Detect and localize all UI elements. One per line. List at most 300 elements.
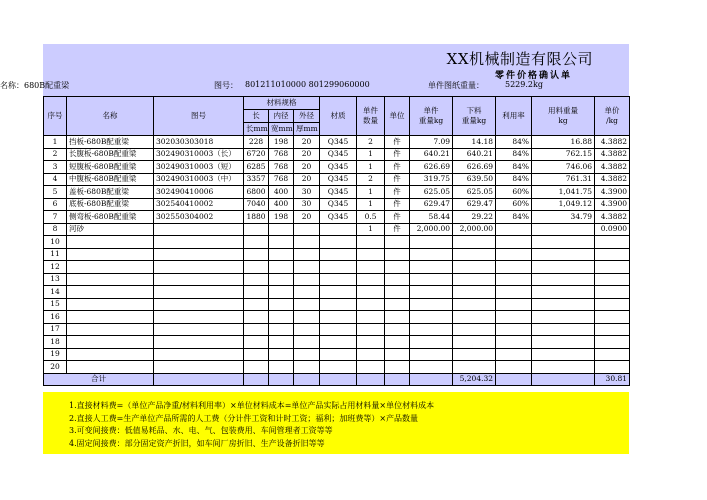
cell-drawing — [154, 286, 244, 299]
col-spec-len-unit: 长mm — [244, 123, 269, 136]
cell-price — [595, 273, 630, 286]
cell-outer: 20 — [294, 173, 320, 186]
cell-price — [595, 261, 630, 274]
note-line: 2.直接人工费=生产单位产品所需的人工费（分计件工资和计时工资；福利；加班费等）×产品数量 — [69, 413, 419, 423]
cell-material — [320, 323, 357, 336]
cell-price: 0.0900 — [595, 223, 630, 236]
cell-inner — [269, 273, 294, 286]
cell-unit — [385, 261, 410, 274]
cell-drawing: 302030303018 — [154, 136, 244, 149]
cell-unit — [385, 236, 410, 249]
cell-qty — [357, 236, 385, 249]
cell-outer: 30 — [294, 198, 320, 211]
cell-price: 4.3882 — [595, 161, 630, 174]
cell-qty: 2 — [357, 173, 385, 186]
cell-drawing — [154, 248, 244, 261]
cell-usage: 746.06 — [532, 161, 595, 174]
weight-value: 5229.2kg — [505, 80, 543, 89]
col-qty: 单件 数量 — [357, 97, 385, 136]
cell-len: 228 — [244, 136, 269, 149]
cell-price — [595, 236, 630, 249]
cell-qty — [357, 286, 385, 299]
cell-inner — [269, 323, 294, 336]
col-seq: 序号 — [44, 97, 67, 136]
cell-blank-weight — [453, 336, 496, 349]
cell-inner — [269, 236, 294, 249]
cell-price — [595, 311, 630, 324]
cell-qty: 1 — [357, 161, 385, 174]
cell-blank-weight: 629.47 — [453, 198, 496, 211]
cell-unit-weight — [410, 273, 453, 286]
cell-outer — [294, 286, 320, 299]
cell-qty — [357, 348, 385, 361]
cell-price: 4.3900 — [595, 198, 630, 211]
col-unit-weight: 单件 重量kg — [410, 97, 453, 136]
cell-material: Q345 — [320, 161, 357, 174]
cell-qty — [357, 311, 385, 324]
cell-name: 底板-680B配重梁 — [67, 198, 154, 211]
cell-usage — [532, 361, 595, 374]
cell-seq: 1 — [44, 136, 67, 149]
company-name: XX机械制造有限公司 — [446, 50, 593, 68]
cell-name — [67, 298, 154, 311]
cell-name — [67, 336, 154, 349]
cell-unit-weight — [410, 298, 453, 311]
col-price: 单价 /kg — [595, 97, 630, 136]
cell-qty: 1 — [357, 223, 385, 236]
cell-len: 6800 — [244, 186, 269, 199]
col-blank-weight: 下料 重量kg — [453, 97, 496, 136]
cell-blank-weight: 625.05 — [453, 186, 496, 199]
cell-name — [67, 248, 154, 261]
cell-material — [320, 273, 357, 286]
cell-name — [67, 323, 154, 336]
cell-len — [244, 248, 269, 261]
cell-inner — [269, 298, 294, 311]
cell-name: 挡板-680B配重梁 — [67, 136, 154, 149]
cell-blank-weight — [453, 298, 496, 311]
cell-name — [67, 348, 154, 361]
cell-inner — [269, 336, 294, 349]
cell-usage — [532, 261, 595, 274]
cell-name: 侧弯板-680B配重梁 — [67, 211, 154, 224]
cell-usage — [532, 236, 595, 249]
cell-seq: 5 — [44, 186, 67, 199]
cell-price: 4.3882 — [595, 136, 630, 149]
cell-unit-weight: 2,000.00 — [410, 223, 453, 236]
cell-qty — [357, 298, 385, 311]
cell-usage — [532, 273, 595, 286]
cell-unit — [385, 336, 410, 349]
table-row — [44, 248, 630, 261]
cell-blank-weight — [453, 248, 496, 261]
cell-unit-weight: 58.44 — [410, 211, 453, 224]
table-row — [44, 348, 630, 361]
cell-material: Q345 — [320, 148, 357, 161]
cell-unit-weight — [410, 323, 453, 336]
col-unit: 单位 — [385, 97, 410, 136]
col-spec-len: 长 — [244, 110, 269, 123]
cell-outer — [294, 311, 320, 324]
cell-util — [496, 348, 532, 361]
cell-drawing: 302540410002 — [154, 198, 244, 211]
cell-seq: 13 — [44, 273, 67, 286]
cell-inner: 400 — [269, 198, 294, 211]
cell-blank-weight — [453, 361, 496, 374]
cell-outer — [294, 298, 320, 311]
table-row — [44, 298, 630, 311]
weight-label: 单件图纸重量： — [428, 81, 484, 90]
cell-inner — [269, 248, 294, 261]
cell-drawing: 302550304002 — [154, 211, 244, 224]
cell-seq: 20 — [44, 361, 67, 374]
cell-price: 4.3882 — [595, 173, 630, 186]
cell-material — [320, 348, 357, 361]
cell-drawing: 302490310003（短） — [154, 161, 244, 174]
cell-seq: 7 — [44, 211, 67, 224]
cell-price — [595, 323, 630, 336]
cell-material — [320, 286, 357, 299]
cell-qty: 0.5 — [357, 211, 385, 224]
cell-inner: 768 — [269, 173, 294, 186]
cell-len — [244, 336, 269, 349]
cell-len: 3357 — [244, 173, 269, 186]
cell-blank-weight — [453, 236, 496, 249]
cell-util — [496, 248, 532, 261]
cell-len — [244, 286, 269, 299]
cell-len — [244, 273, 269, 286]
col-material: 材质 — [320, 97, 357, 136]
table-row — [44, 186, 630, 199]
cell-drawing — [154, 261, 244, 274]
cell-unit-weight — [410, 336, 453, 349]
table-row — [44, 223, 630, 236]
cell-name: 中腹板-680B配重梁 — [67, 173, 154, 186]
cell-name — [67, 361, 154, 374]
cell-util — [496, 311, 532, 324]
cell-inner: 400 — [269, 186, 294, 199]
table-row — [44, 286, 630, 299]
cell-unit-weight: 629.47 — [410, 198, 453, 211]
cell-drawing — [154, 298, 244, 311]
cell-qty: 2 — [357, 136, 385, 149]
cell-price — [595, 286, 630, 299]
table-row — [44, 323, 630, 336]
cell-unit — [385, 311, 410, 324]
cell-unit-weight: 640.21 — [410, 148, 453, 161]
cell-len — [244, 361, 269, 374]
cell-inner — [269, 311, 294, 324]
cell-material — [320, 336, 357, 349]
cell-unit-weight — [410, 361, 453, 374]
cell-unit-weight: 626.69 — [410, 161, 453, 174]
cell-inner: 198 — [269, 211, 294, 224]
cell-seq: 12 — [44, 261, 67, 274]
cell-util: 60% — [496, 186, 532, 199]
cell-qty — [357, 323, 385, 336]
cell-unit-weight: 625.05 — [410, 186, 453, 199]
cell-material — [320, 298, 357, 311]
cell-len — [244, 311, 269, 324]
cell-len: 1880 — [244, 211, 269, 224]
table-row — [44, 148, 630, 161]
cell-blank-weight — [453, 323, 496, 336]
cell-usage — [532, 286, 595, 299]
cell-drawing — [154, 223, 244, 236]
drawing-numbers: 801211010000 801299060000 — [245, 80, 370, 89]
cell-util — [496, 273, 532, 286]
table-row — [44, 236, 630, 249]
col-name: 名称 — [67, 97, 154, 136]
cell-usage: 1,041.75 — [532, 186, 595, 199]
cell-qty — [357, 361, 385, 374]
sheet-subtitle: 零件价格确认单 — [495, 71, 573, 81]
col-material-usage: 用料重量 kg — [532, 97, 595, 136]
cell-inner — [269, 361, 294, 374]
info-row — [0, 80, 629, 94]
cell-drawing: 302490310003（长） — [154, 148, 244, 161]
cell-len — [244, 298, 269, 311]
cell-unit: 件 — [385, 211, 410, 224]
cell-price: 4.3882 — [595, 148, 630, 161]
cell-len — [244, 261, 269, 274]
cell-drawing — [154, 336, 244, 349]
col-spec-thick-unit: 厚mm — [294, 123, 320, 136]
cell-unit — [385, 286, 410, 299]
cell-inner: 768 — [269, 148, 294, 161]
table-row — [44, 311, 630, 324]
cell-material — [320, 248, 357, 261]
cell-seq: 17 — [44, 323, 67, 336]
cell-blank-weight — [453, 261, 496, 274]
cell-outer: 20 — [294, 136, 320, 149]
cell-seq: 10 — [44, 236, 67, 249]
cell-inner — [269, 223, 294, 236]
title-band — [0, 44, 629, 96]
cell-blank-weight: 626.69 — [453, 161, 496, 174]
cell-util — [496, 323, 532, 336]
table-row — [44, 261, 630, 274]
cell-unit-weight — [410, 248, 453, 261]
cell-drawing — [154, 361, 244, 374]
table-body — [44, 136, 630, 374]
cell-outer — [294, 273, 320, 286]
cell-qty: 1 — [357, 186, 385, 199]
cell-name: 河砂 — [67, 223, 154, 236]
col-utilization: 利用率 — [496, 97, 532, 136]
cell-outer — [294, 223, 320, 236]
cell-qty: 1 — [357, 198, 385, 211]
col-spec-inner: 内径 — [269, 110, 294, 123]
table-row — [44, 161, 630, 174]
cell-seq: 16 — [44, 311, 67, 324]
cell-unit — [385, 298, 410, 311]
cell-usage — [532, 348, 595, 361]
cell-price — [595, 336, 630, 349]
cell-usage: 1,049.12 — [532, 198, 595, 211]
cell-seq: 6 — [44, 198, 67, 211]
cell-unit-weight — [410, 261, 453, 274]
cell-blank-weight — [453, 348, 496, 361]
cell-len: 7040 — [244, 198, 269, 211]
cell-seq: 14 — [44, 286, 67, 299]
cell-outer — [294, 348, 320, 361]
col-spec-width-unit: 宽mm — [269, 123, 294, 136]
cell-name: 长腹板-680B配重梁 — [67, 148, 154, 161]
cell-drawing — [154, 323, 244, 336]
cell-inner: 198 — [269, 136, 294, 149]
col-spec-group: 材料规格 — [244, 97, 320, 110]
cell-unit-weight: 319.75 — [410, 173, 453, 186]
cell-util: 84% — [496, 148, 532, 161]
cell-inner — [269, 286, 294, 299]
cell-name — [67, 236, 154, 249]
cell-usage: 761.31 — [532, 173, 595, 186]
cell-usage: 34.79 — [532, 211, 595, 224]
cell-qty: 1 — [357, 148, 385, 161]
cell-usage — [532, 248, 595, 261]
price-sheet — [0, 44, 629, 386]
cell-usage — [532, 311, 595, 324]
cell-price: 4.3882 — [595, 211, 630, 224]
cell-seq: 8 — [44, 223, 67, 236]
table-row — [44, 336, 630, 349]
note-line: 3.可变间接费：低值易耗品、水、电、气、包装费用、车间管理者工资等等 — [69, 426, 333, 435]
cell-util: 84% — [496, 161, 532, 174]
cell-blank-weight: 639.50 — [453, 173, 496, 186]
cell-seq: 2 — [44, 148, 67, 161]
cell-util: 84% — [496, 136, 532, 149]
cell-drawing — [154, 273, 244, 286]
note-line: 1.直接材料费=（单位产品净重/材料利用率）×单位材料成本=单位产品实际占用材料量×单位材料成本 — [69, 401, 435, 410]
cell-len — [244, 236, 269, 249]
cell-unit: 件 — [385, 148, 410, 161]
cell-qty — [357, 261, 385, 274]
total-row — [44, 373, 630, 386]
cell-name: 盖板-680B配重梁 — [67, 186, 154, 199]
cell-unit-weight — [410, 286, 453, 299]
cell-blank-weight: 29.22 — [453, 211, 496, 224]
cell-usage: 16.88 — [532, 136, 595, 149]
cell-usage — [532, 336, 595, 349]
cell-util: 60% — [496, 198, 532, 211]
cell-material — [320, 236, 357, 249]
cell-outer — [294, 361, 320, 374]
cell-unit — [385, 361, 410, 374]
cell-unit: 件 — [385, 161, 410, 174]
cell-blank-weight — [453, 286, 496, 299]
cell-material — [320, 261, 357, 274]
cell-seq: 11 — [44, 248, 67, 261]
table-row — [44, 273, 630, 286]
cell-util: 84% — [496, 173, 532, 186]
cell-outer — [294, 323, 320, 336]
cell-outer: 20 — [294, 211, 320, 224]
table-row — [44, 198, 630, 211]
cell-material: Q345 — [320, 136, 357, 149]
cell-qty — [357, 336, 385, 349]
cell-unit — [385, 248, 410, 261]
cell-util — [496, 261, 532, 274]
cell-name — [67, 261, 154, 274]
cell-unit: 件 — [385, 223, 410, 236]
cell-material — [320, 223, 357, 236]
cell-unit: 件 — [385, 173, 410, 186]
notes-box — [43, 392, 629, 454]
cell-len — [244, 223, 269, 236]
cell-unit: 件 — [385, 186, 410, 199]
part-name-label: 名称：680B配重梁 — [0, 81, 70, 90]
cell-material — [320, 311, 357, 324]
table-row — [44, 361, 630, 374]
cell-seq: 3 — [44, 161, 67, 174]
cell-usage: 762.15 — [532, 148, 595, 161]
cell-len — [244, 348, 269, 361]
table-row — [44, 211, 630, 224]
cell-qty — [357, 248, 385, 261]
cell-len: 6285 — [244, 161, 269, 174]
col-drawing: 图号 — [154, 97, 244, 136]
cell-seq: 15 — [44, 298, 67, 311]
cell-seq: 19 — [44, 348, 67, 361]
cell-seq: 18 — [44, 336, 67, 349]
cell-outer — [294, 248, 320, 261]
cell-material: Q345 — [320, 198, 357, 211]
cell-blank-weight: 640.21 — [453, 148, 496, 161]
cell-price — [595, 298, 630, 311]
cell-material: Q345 — [320, 211, 357, 224]
cell-unit-weight — [410, 236, 453, 249]
cell-unit: 件 — [385, 136, 410, 149]
cell-outer — [294, 261, 320, 274]
total-blank-weight: 5,204.32 — [453, 373, 496, 386]
note-line: 4.固定间接费：部分固定资产折旧，如车间厂房折旧、生产设备折旧等等 — [69, 438, 325, 448]
cell-seq: 4 — [44, 173, 67, 186]
cell-material: Q345 — [320, 173, 357, 186]
cell-util — [496, 286, 532, 299]
cell-blank-weight — [453, 311, 496, 324]
cell-drawing: 302490410006 — [154, 186, 244, 199]
cell-material — [320, 361, 357, 374]
cell-util — [496, 361, 532, 374]
cell-material: Q345 — [320, 186, 357, 199]
total-label: 合计 — [44, 373, 154, 386]
cell-unit: 件 — [385, 198, 410, 211]
cell-util — [496, 336, 532, 349]
cell-price: 4.3900 — [595, 186, 630, 199]
cell-outer: 20 — [294, 148, 320, 161]
total-price: 30.81 — [595, 373, 630, 386]
cell-len: 6720 — [244, 148, 269, 161]
cell-price — [595, 348, 630, 361]
drawing-label: 图号： — [214, 81, 238, 90]
cell-outer: 20 — [294, 161, 320, 174]
cell-util — [496, 236, 532, 249]
col-spec-outer: 外径 — [294, 110, 320, 123]
cell-outer — [294, 236, 320, 249]
cell-util — [496, 223, 532, 236]
cell-unit — [385, 348, 410, 361]
cell-drawing — [154, 348, 244, 361]
cell-inner — [269, 348, 294, 361]
cell-unit-weight — [410, 311, 453, 324]
cell-unit-weight: 7.09 — [410, 136, 453, 149]
cell-blank-weight: 14.18 — [453, 136, 496, 149]
cell-outer — [294, 336, 320, 349]
cell-price — [595, 361, 630, 374]
cell-outer: 30 — [294, 186, 320, 199]
cell-inner — [269, 261, 294, 274]
